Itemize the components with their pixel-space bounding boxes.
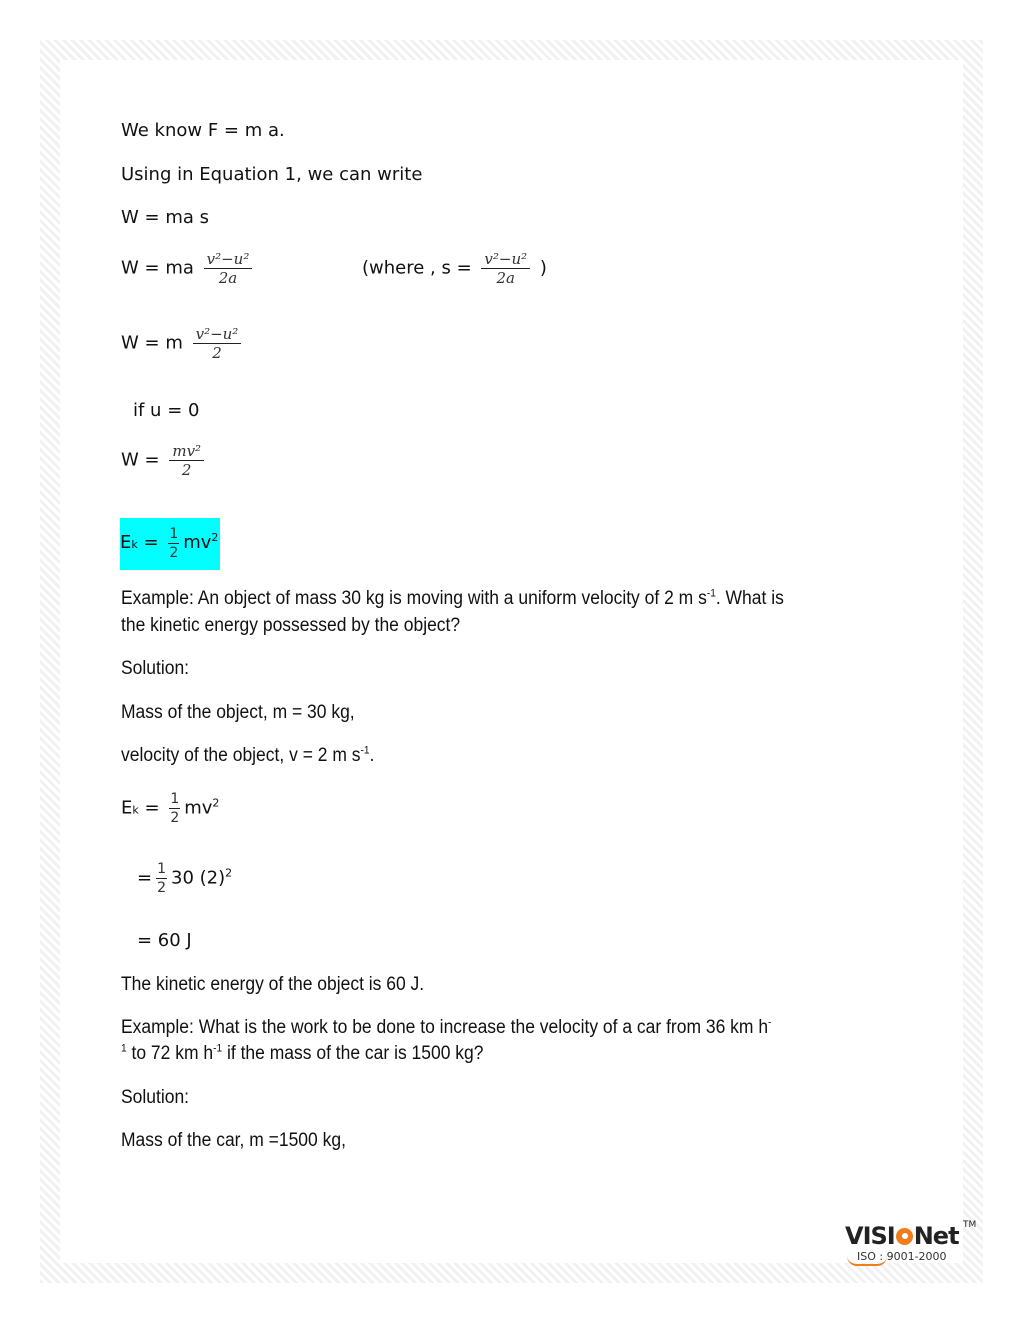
ek-equals: =: [143, 532, 159, 553]
fraction-v2-u2-over-2a: [204, 250, 253, 287]
q-text: to 72 km h: [126, 1043, 214, 1064]
example1-velocity: [121, 745, 374, 767]
visionet-logo: [845, 1220, 977, 1270]
eq-prefix: W =: [121, 449, 160, 471]
squared: 2: [212, 796, 220, 810]
numerator: v²−u²: [204, 250, 253, 269]
fraction-mv2-over-2: [169, 442, 204, 479]
example1-ek-formula: [121, 790, 219, 827]
ek-equals: =: [144, 797, 160, 819]
equation-w-ma: [121, 250, 256, 287]
q-text: Example: What is the work to be done to increase the velocity of a car from 36 km h: [121, 1017, 769, 1038]
q-sup-start: 1: [121, 1042, 127, 1055]
q-text: Example: An object of mass 30 kg is moving with a uniform velocity of 2 m s: [121, 588, 707, 609]
numerator: 1: [157, 861, 167, 877]
calc-sup: 2: [225, 866, 233, 880]
example2-mass: Mass of the car, m =1500 kg,: [121, 1130, 346, 1151]
example1-mass: Mass of the object, m = 30 kg,: [121, 702, 355, 723]
eq-prefix: W = m: [121, 332, 183, 354]
numerator: mv²: [169, 442, 204, 461]
eye-icon: [896, 1228, 913, 1245]
mv-text: mv: [183, 532, 212, 553]
equation-w-mv2: [121, 442, 208, 479]
fraction-s: [481, 250, 530, 287]
numerator: v²−u²: [481, 250, 530, 269]
fraction-one-half: [168, 525, 179, 562]
denominator: 2a: [496, 269, 515, 287]
numerator: v²−u²: [193, 325, 242, 344]
close-paren: ): [539, 257, 547, 279]
example2-question-line2: [121, 1043, 483, 1065]
numerator: 1: [170, 791, 180, 807]
logo-iso: ISO : 9001-2000: [857, 1250, 947, 1263]
fraction-v2-u2-over-2: [193, 325, 242, 362]
example1-calculation: [137, 860, 232, 897]
denominator: 2: [169, 544, 179, 561]
logo-tm: TM: [963, 1220, 977, 1230]
q-sup: -1: [706, 587, 716, 600]
text-newton-law: We know F = m a.: [121, 120, 285, 141]
where-label: (where , s =: [362, 257, 472, 279]
denominator: 2: [181, 461, 192, 479]
example1-conclusion: The kinetic energy of the object is 60 J.: [121, 974, 425, 995]
squared: 2: [211, 531, 219, 544]
calc-value: 30 (2): [171, 867, 226, 889]
ek-subscript: k: [132, 803, 139, 817]
example1-result: = 60 J: [137, 930, 192, 951]
example2-solution-label: Solution:: [121, 1087, 190, 1108]
example1-question-line2: the kinetic energy possessed by the object?: [121, 615, 461, 636]
numerator: 1: [169, 525, 179, 542]
text-w-mas: W = ma s: [121, 207, 209, 228]
example1-solution-label: Solution:: [121, 658, 190, 679]
example2-question-line1: [121, 1017, 771, 1039]
example1-question-line1: [121, 588, 784, 610]
text-using-equation: Using in Equation 1, we can write: [121, 164, 423, 185]
ek-e: E: [120, 532, 132, 553]
ek-e: E: [121, 797, 133, 819]
denominator: 2: [212, 344, 222, 362]
eq-prefix: W = ma: [121, 257, 194, 279]
vel-sup: -1: [360, 744, 370, 757]
denominator: 2a: [218, 269, 238, 287]
calc-equals: =: [137, 867, 153, 889]
logo-text-a: VISI: [845, 1222, 895, 1250]
q-text-end: if the mass of the car is 1500 kg?: [222, 1043, 484, 1064]
ek-subscript: k: [131, 538, 138, 551]
kinetic-energy-formula-highlight: [120, 518, 220, 570]
equation-where-s: [362, 250, 547, 287]
q-sup: -: [768, 1016, 772, 1029]
denominator: 2: [170, 810, 180, 826]
logo-text-b: Net: [913, 1222, 959, 1250]
vel-end: .: [369, 745, 375, 766]
denominator: 2: [157, 880, 167, 896]
vel-text: velocity of the object, v = 2 m s: [121, 745, 361, 766]
q-sup2: -1: [213, 1042, 223, 1055]
fraction-one-half: [156, 860, 167, 897]
mv-text: mv: [184, 797, 213, 819]
logo-brand: [845, 1222, 959, 1250]
fraction-one-half: [169, 790, 180, 827]
q-text-end: . What is: [715, 588, 784, 609]
equation-w-m: [121, 325, 245, 362]
text-if-u-zero: if u = 0: [133, 400, 200, 421]
